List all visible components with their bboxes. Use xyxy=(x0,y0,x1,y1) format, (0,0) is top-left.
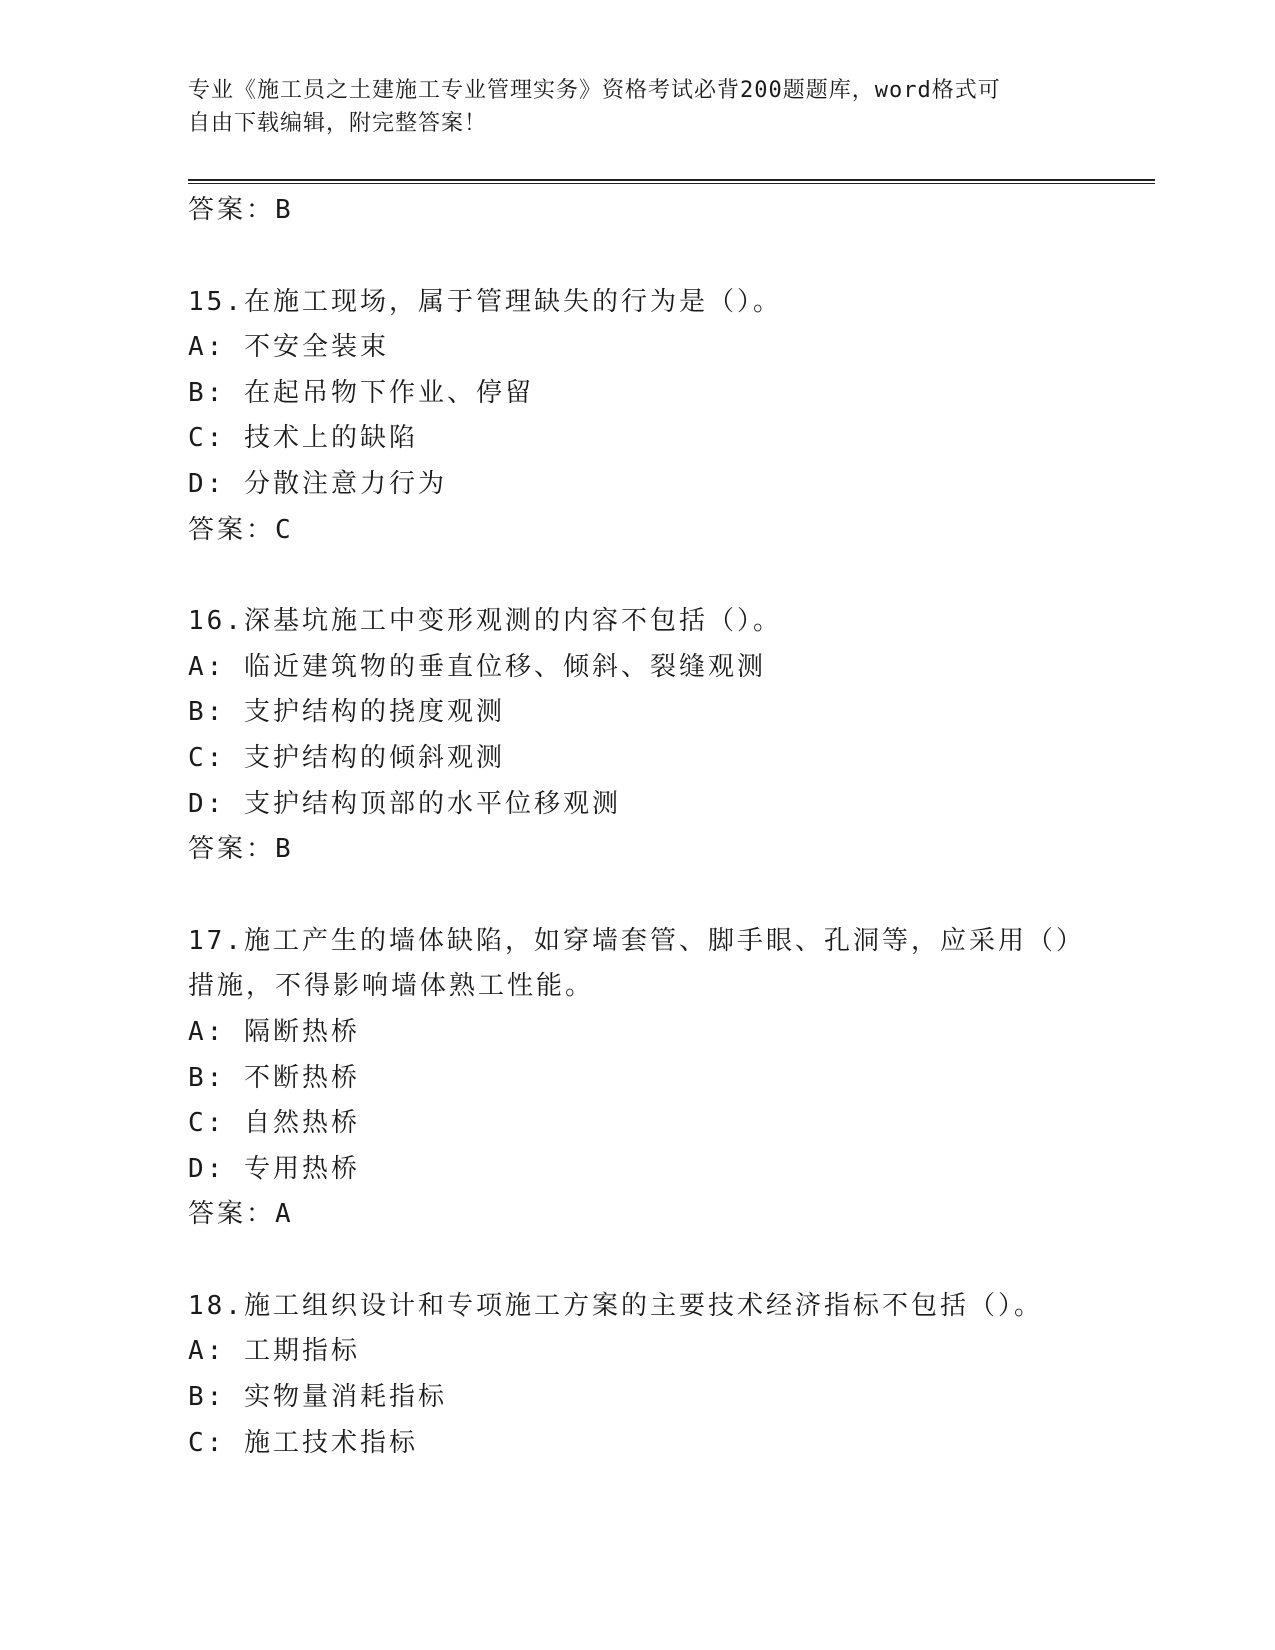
option-d: D: 专用热桥 xyxy=(188,1153,360,1184)
answer-value: A xyxy=(275,1199,294,1230)
option-b: B: 不断热桥 xyxy=(188,1062,360,1093)
answer-label: 答案： xyxy=(188,195,276,225)
option-c: C: 自然热桥 xyxy=(188,1108,360,1139)
answer-value: B xyxy=(275,195,294,225)
option-b: B: 在起吊物下作业、停留 xyxy=(188,377,534,408)
option-a: A: 隔断热桥 xyxy=(188,1016,360,1047)
question-stem: 16.深基坑施工中变形观测的内容不包括（）。 xyxy=(188,606,782,637)
option-a: A: 临近建筑物的垂直位移、倾斜、裂缝观测 xyxy=(188,651,766,682)
option-b: B: 实物量消耗指标 xyxy=(188,1382,447,1413)
header-line-2: 自由下载编辑，附完整答案！ xyxy=(188,111,488,136)
option-d: D: 支护结构顶部的水平位移观测 xyxy=(188,788,621,819)
question-stem: 18.施工组织设计和专项施工方案的主要技术经济指标不包括（）。 xyxy=(188,1290,1043,1321)
option-b: B: 支护结构的挠度观测 xyxy=(188,697,505,728)
answer-value: B xyxy=(275,834,294,865)
question-block xyxy=(188,280,1088,554)
answer-label: 答案： xyxy=(188,1199,276,1230)
option-a: A: 工期指标 xyxy=(188,1336,360,1367)
spacer xyxy=(188,553,1088,599)
option-a: A: 不安全装束 xyxy=(188,332,389,363)
answer-value: C xyxy=(275,514,294,545)
question-list xyxy=(188,188,1088,1466)
question-stem-continued: 措施，不得影响墙体熟工性能。 xyxy=(188,971,595,1002)
question-block xyxy=(188,599,1088,873)
question-block xyxy=(188,919,1088,1238)
option-c: C: 技术上的缺陷 xyxy=(188,423,418,454)
header-divider xyxy=(188,179,1155,184)
spacer xyxy=(188,873,1088,919)
answer-label: 答案： xyxy=(188,834,276,865)
question-block xyxy=(188,1284,1088,1466)
answer-line xyxy=(188,1192,1088,1238)
spacer xyxy=(188,1238,1088,1284)
answer-line xyxy=(188,188,1088,234)
spacer xyxy=(188,234,1088,280)
option-c: C: 施工技术指标 xyxy=(188,1427,418,1458)
answer-label: 答案： xyxy=(188,514,276,545)
answer-line xyxy=(188,827,1088,873)
option-d: D: 分散注意力行为 xyxy=(188,468,447,499)
question-stem: 15.在施工现场，属于管理缺失的行为是（）。 xyxy=(188,286,782,317)
question-stem: 17.施工产生的墙体缺陷，如穿墙套管、脚手眼、孔洞等，应采用（） xyxy=(188,925,1085,956)
answer-line xyxy=(188,508,1088,554)
option-c: C: 支护结构的倾斜观测 xyxy=(188,742,505,773)
document-header xyxy=(188,74,1078,140)
header-line-1: 专业《施工员之土建施工专业管理实务》资格考试必背200题题库，word格式可 xyxy=(188,78,1001,103)
